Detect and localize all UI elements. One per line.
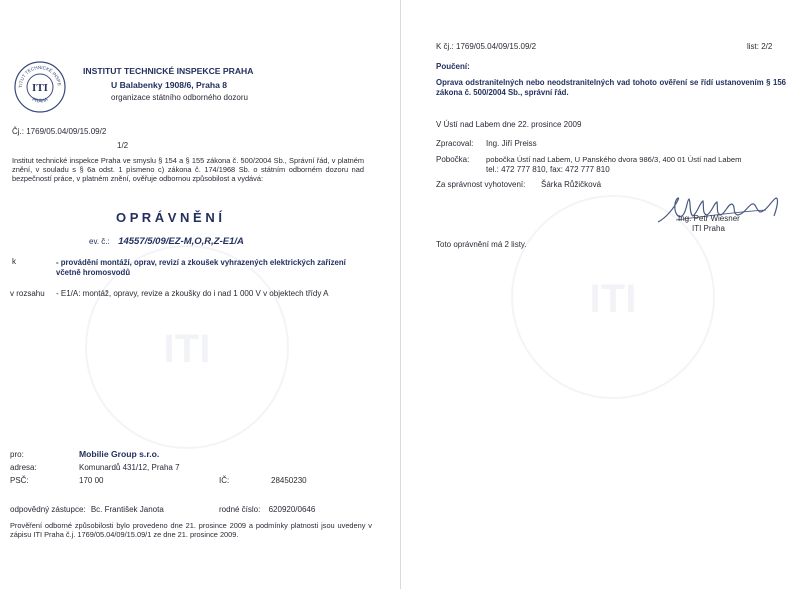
footer-paragraph: Prověření odborné způsobilosti bylo provedeno dne 21. prosince 2009 a podmínky platnosti jsou uvedeny v zápisu ITI Praha č.j. 1769/05.04/09/15.09/1 ze dne 21. prosince 2009. — [10, 521, 372, 539]
birth-number-label: rodné číslo: — [219, 505, 261, 514]
ic-value: 28450230 — [271, 476, 307, 485]
certificate-page-2 — [401, 0, 800, 589]
branch-value: pobočka Ústí nad Labem, U Panského dvora 986/3, 400 01 Ústí nad Labem — [486, 155, 742, 164]
representative-label: odpovědný zástupce: — [10, 505, 86, 514]
intro-paragraph: Institut technické inspekce Praha ve smyslu § 154 a § 155 zákona č. 500/2004 Sb., Správní řád, v platném znění, v souladu s § 6a odst. 1 písmeno c) zákona č. 174/1968 Sb. o státním odborném dozoru nad bezpečností práce, v platném znění, ověřuje odbornou způsobilost a vydává: — [12, 156, 364, 183]
institute-subtitle: organizace státního odborného dozoru — [111, 93, 248, 102]
logo-center-text: ITI — [32, 82, 48, 94]
branch-contact: tel.: 472 777 810, fax: 472 777 810 — [486, 165, 610, 174]
watermark-text: ITI — [589, 277, 637, 321]
reference-number: K čj.: 1769/05.04/09/15.09/2 — [436, 42, 537, 51]
adresa-label: adresa: — [10, 463, 37, 472]
k-label: k — [12, 257, 16, 266]
logo-ring-text: TITUT TECHNICKÉ INSPE — [17, 64, 63, 88]
institute-name: INSTITUT TECHNICKÉ INSPEKCE PRAHA — [83, 66, 254, 76]
k-text: - provádění montáží, oprav, revizí a zkoušek vyhrazených elektrických zařízení včetně hromosvodů — [56, 258, 346, 277]
branch-label: Pobočka: — [436, 155, 470, 164]
copy-label: Za správnost vyhotovení: — [436, 180, 526, 189]
processed-label: Zpracoval: — [436, 139, 474, 148]
notice-text: Oprava odstranitelných nebo neodstranitelných vad tohoto ověření se řídí ustanovením § 156 zákona č. 500/2004 Sb., správní řád. — [436, 78, 786, 97]
page-fraction: 1/2 — [117, 141, 129, 150]
scope-label: v rozsahu — [10, 289, 45, 298]
sheets-count: Toto oprávnění má 2 listy. — [436, 240, 527, 249]
birth-number-value: 620920/0646 — [268, 505, 316, 514]
pro-label: pro: — [10, 450, 24, 459]
watermark-text: ITI — [163, 327, 211, 371]
scope-text: - E1/A: montáž, opravy, revize a zkoušky do i nad 1 000 V v objektech třídy A — [56, 289, 329, 298]
signature-org: ITI Praha — [692, 224, 725, 233]
institute-address: U Balabenky 1908/6, Praha 8 — [111, 80, 228, 90]
iti-logo — [13, 60, 67, 114]
place-date: V Ústí nad Labem dne 22. prosince 2009 — [436, 120, 582, 129]
evidence-number-line — [89, 231, 244, 249]
representative-line — [10, 505, 164, 515]
ev-label: ev. č.: — [89, 237, 110, 246]
page-info: list: 2/2 — [747, 42, 773, 51]
ev-number: 14557/5/09/EZ-M,O,R,Z-E1/A — [118, 236, 244, 247]
ic-label: IČ: — [219, 476, 230, 485]
birth-number-line — [219, 505, 315, 515]
signature-name: Ing. Petr Wiesner — [678, 214, 740, 223]
svg-text:PRAHA — [31, 96, 50, 104]
psc-value: 170 00 — [79, 476, 104, 485]
pro-value: Mobilie Group s.r.o. — [79, 449, 160, 459]
notice-title: Poučení: — [436, 62, 470, 71]
reference-number: Čj.: 1769/05.04/09/15.09/2 — [12, 127, 107, 136]
certificate-heading: O P R Á V N Ě N Í — [116, 210, 222, 225]
copy-value: Šárka Růžičková — [541, 180, 602, 189]
representative-value: Bc. František Janota — [90, 505, 164, 514]
processed-value: Ing. Jiří Preiss — [486, 139, 537, 148]
psc-label: PSČ: — [10, 476, 29, 485]
logo-bottom-text: PRAHA — [30, 96, 50, 105]
adresa-value: Komunardů 431/12, Praha 7 — [79, 463, 180, 472]
